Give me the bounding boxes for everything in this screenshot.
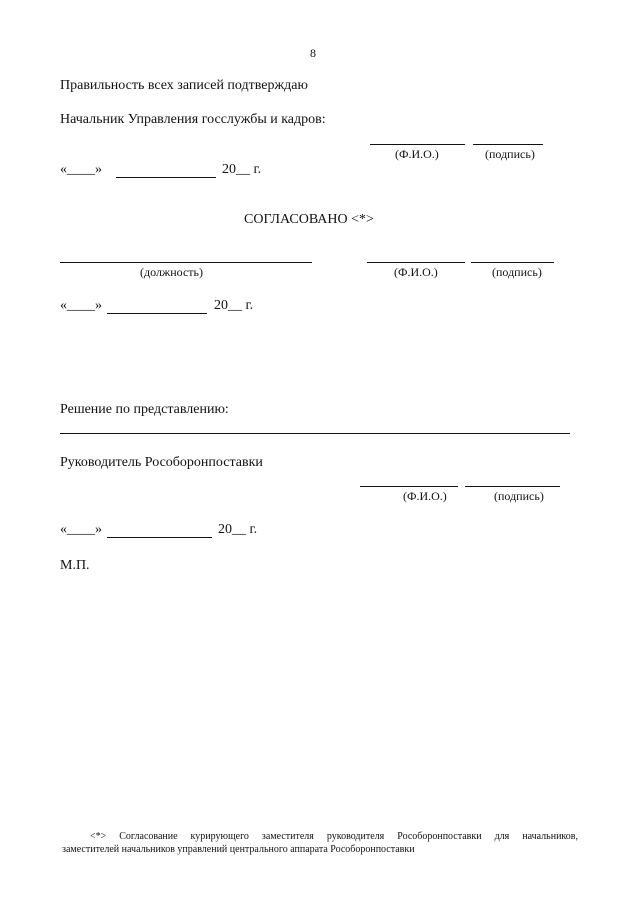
sign-line-2 [471, 262, 554, 263]
sign-label-1: (подпись) [485, 147, 535, 161]
position-label: (должность) [140, 265, 203, 279]
stamp-label: М.П. [60, 558, 90, 573]
date-month-line-2 [107, 313, 207, 314]
head-title: Начальник Управления госслужбы и кадров: [60, 112, 326, 127]
sign-line-1 [473, 144, 543, 145]
decision-label: Решение по представлению: [60, 402, 229, 417]
agreed-title: СОГЛАСОВАНО <*> [244, 212, 374, 227]
date-year-2: 20__ г. [214, 298, 254, 313]
date-open-1: «____» [60, 162, 102, 177]
footnote-line-2: заместителей начальников управлений центрального аппарата Рособоронпоставки [62, 844, 415, 855]
fio-label-2: (Ф.И.О.) [394, 265, 438, 279]
decision-line [60, 433, 570, 434]
date-open-3: «____» [60, 522, 102, 537]
sign-line-3 [465, 486, 560, 487]
fio-label-3: (Ф.И.О.) [403, 489, 447, 503]
fio-label-1: (Ф.И.О.) [395, 147, 439, 161]
sign-label-2: (подпись) [492, 265, 542, 279]
footnote-line-1: <*> Согласование курирующего заместителя руководителя Рособоронпоставки для начальников, [90, 831, 578, 842]
leader-title: Руководитель Рособоронпоставки [60, 455, 263, 470]
date-year-3: 20__ г. [218, 522, 258, 537]
date-month-line-1 [116, 177, 216, 178]
page-number: 8 [310, 46, 316, 60]
position-line [60, 262, 312, 263]
date-month-line-3 [107, 537, 212, 538]
confirm-text: Правильность всех записей подтверждаю [60, 78, 308, 93]
sign-label-3: (подпись) [494, 489, 544, 503]
date-open-2: «____» [60, 298, 102, 313]
date-year-1: 20__ г. [222, 162, 262, 177]
fio-line-3 [360, 486, 458, 487]
fio-line-1 [370, 144, 465, 145]
fio-line-2 [367, 262, 465, 263]
